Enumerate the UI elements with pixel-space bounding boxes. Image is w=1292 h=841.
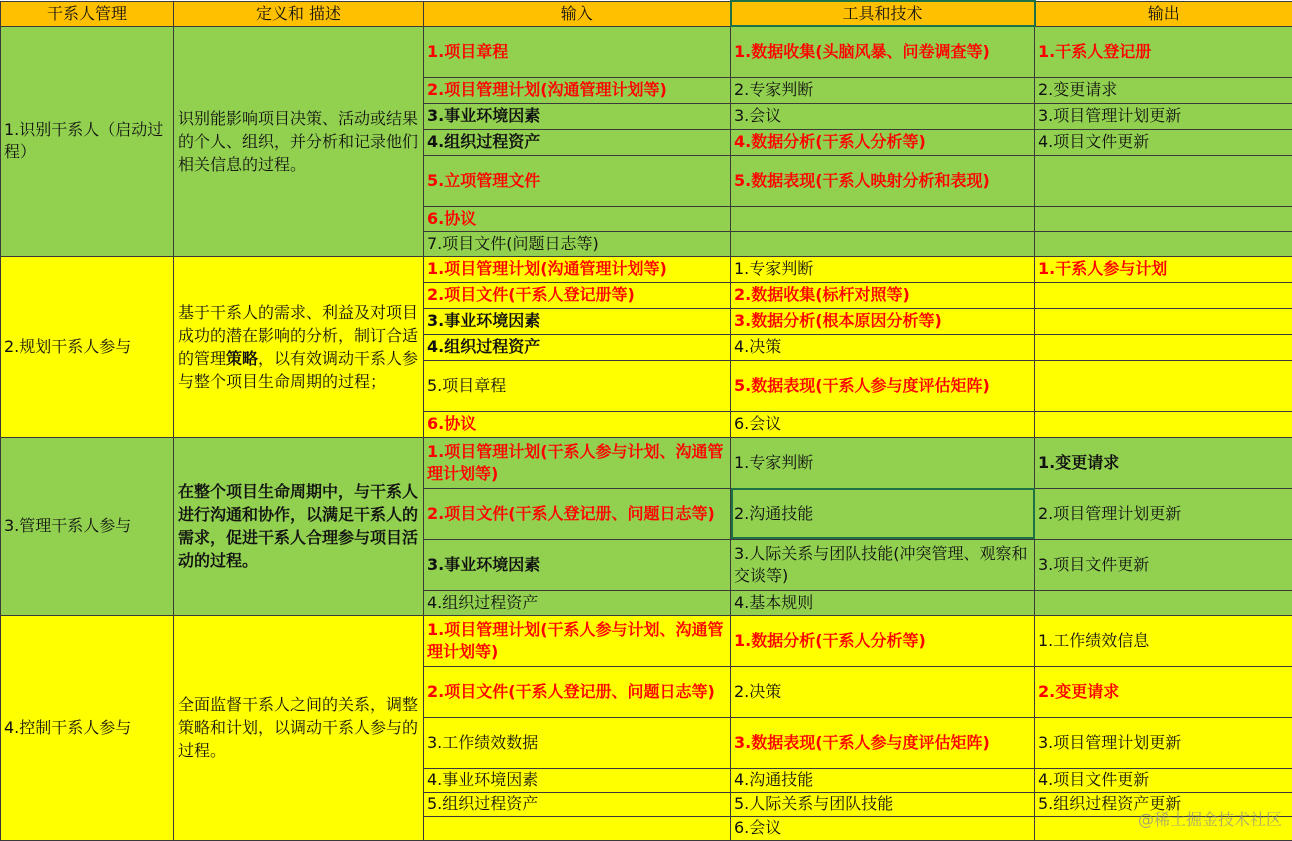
- table-row: [1, 26, 1292, 77]
- tool-cell[interactable]: 3.数据表现(干系人参与度评估矩阵): [731, 717, 1035, 768]
- output-cell[interactable]: 2.变更请求: [1035, 666, 1292, 717]
- input-cell[interactable]: 4.事业环境因素: [424, 768, 731, 792]
- input-cell[interactable]: 3.事业环境因素: [424, 103, 731, 129]
- tool-cell[interactable]: [731, 206, 1035, 231]
- input-cell[interactable]: 6.协议: [424, 206, 731, 231]
- header-output[interactable]: 输出: [1035, 1, 1292, 26]
- tool-cell[interactable]: 3.人际关系与团队技能(冲突管理、观察和交谈等): [731, 539, 1035, 590]
- input-cell[interactable]: 2.项目管理计划(沟通管理计划等): [424, 77, 731, 103]
- output-cell[interactable]: 4.项目文件更新: [1035, 768, 1292, 792]
- tool-cell[interactable]: 2.沟通技能: [731, 488, 1035, 539]
- table-row: [1, 615, 1292, 666]
- process-name[interactable]: 3.管理干系人参与: [1, 437, 174, 615]
- input-cell[interactable]: 4.组织过程资产: [424, 334, 731, 360]
- output-cell[interactable]: 3.项目文件更新: [1035, 539, 1292, 590]
- tool-cell[interactable]: 1.数据分析(干系人分析等): [731, 615, 1035, 666]
- output-cell[interactable]: 3.项目管理计划更新: [1035, 103, 1292, 129]
- output-cell[interactable]: [1035, 360, 1292, 411]
- tool-cell[interactable]: 6.会议: [731, 816, 1035, 840]
- header-process[interactable]: 干系人管理: [1, 1, 174, 26]
- input-cell[interactable]: 2.项目文件(干系人登记册等): [424, 282, 731, 308]
- input-cell[interactable]: 7.项目文件(问题日志等): [424, 231, 731, 256]
- output-cell[interactable]: 1.变更请求: [1035, 437, 1292, 488]
- description-text: ，以有效调动干系人参与整个项目生命周期的过程；: [178, 349, 418, 391]
- output-cell[interactable]: [1035, 206, 1292, 231]
- process-description[interactable]: 在整个项目生命周期中，与干系人进行沟通和协作，以满足干系人的需求，促进干系人合理参与项目活动的过程。: [174, 437, 424, 615]
- output-cell[interactable]: 1.工作绩效信息: [1035, 615, 1292, 666]
- input-cell[interactable]: 2.项目文件(干系人登记册、问题日志等): [424, 666, 731, 717]
- process-description[interactable]: 全面监督干系人之间的关系，调整策略和计划，以调动干系人参与的过程。: [174, 615, 424, 840]
- input-cell[interactable]: 4.组织过程资产: [424, 590, 731, 615]
- output-cell[interactable]: [1035, 282, 1292, 308]
- input-cell[interactable]: 1.项目管理计划(沟通管理计划等): [424, 256, 731, 282]
- output-cell[interactable]: [1035, 334, 1292, 360]
- output-cell[interactable]: 2.项目管理计划更新: [1035, 488, 1292, 539]
- process-name[interactable]: 2.规划干系人参与: [1, 256, 174, 437]
- input-cell[interactable]: 2.项目文件(干系人登记册、问题日志等): [424, 488, 731, 539]
- tool-cell[interactable]: 3.数据分析(根本原因分析等): [731, 308, 1035, 334]
- output-cell[interactable]: [1035, 590, 1292, 615]
- input-cell[interactable]: 5.立项管理文件: [424, 155, 731, 206]
- input-cell[interactable]: 3.工作绩效数据: [424, 717, 731, 768]
- description-text: 基于干系人的需求、利益及对项目成功的潜在影响的分析，制订合适的管理: [178, 303, 418, 368]
- tool-cell[interactable]: 4.数据分析(干系人分析等): [731, 129, 1035, 155]
- tool-cell[interactable]: 4.基本规则: [731, 590, 1035, 615]
- watermark: @稀土掘金技术社区: [1138, 807, 1282, 830]
- output-cell[interactable]: 1.干系人参与计划: [1035, 256, 1292, 282]
- input-cell[interactable]: 5.组织过程资产: [424, 792, 731, 816]
- output-cell[interactable]: [1035, 231, 1292, 256]
- process-description[interactable]: 识别能影响项目决策、活动或结果的个人、组织，并分析和记录他们相关信息的过程。: [174, 26, 424, 256]
- output-cell[interactable]: 2.变更请求: [1035, 77, 1292, 103]
- description-emphasis: 策略: [226, 349, 258, 368]
- input-cell[interactable]: 6.协议: [424, 411, 731, 437]
- tool-cell[interactable]: 1.专家判断: [731, 437, 1035, 488]
- process-name[interactable]: 1.识别干系人（启动过程）: [1, 26, 174, 256]
- input-cell[interactable]: 1.项目管理计划(干系人参与计划、沟通管理计划等): [424, 615, 731, 666]
- tool-cell[interactable]: 6.会议: [731, 411, 1035, 437]
- tool-cell[interactable]: 4.决策: [731, 334, 1035, 360]
- output-cell[interactable]: [1035, 411, 1292, 437]
- input-cell[interactable]: 3.事业环境因素: [424, 308, 731, 334]
- tool-cell[interactable]: 5.数据表现(干系人参与度评估矩阵): [731, 360, 1035, 411]
- output-cell[interactable]: [1035, 155, 1292, 206]
- header-definition[interactable]: 定义和 描述: [174, 1, 424, 26]
- process-name[interactable]: 4.控制干系人参与: [1, 615, 174, 840]
- input-cell[interactable]: [424, 816, 731, 840]
- tool-cell[interactable]: 4.沟通技能: [731, 768, 1035, 792]
- tool-cell[interactable]: 1.专家判断: [731, 256, 1035, 282]
- table-row: [1, 256, 1292, 282]
- process-description[interactable]: [174, 256, 424, 437]
- tool-cell[interactable]: 3.会议: [731, 103, 1035, 129]
- output-cell[interactable]: 5.组织过程资产更新: [1035, 792, 1292, 816]
- output-cell[interactable]: 3.项目管理计划更新: [1035, 717, 1292, 768]
- header-row: [1, 1, 1292, 26]
- output-cell[interactable]: [1035, 308, 1292, 334]
- tool-cell[interactable]: 5.人际关系与团队技能: [731, 792, 1035, 816]
- input-cell[interactable]: 1.项目管理计划(干系人参与计划、沟通管理计划等): [424, 437, 731, 488]
- tool-cell[interactable]: 2.数据收集(标杆对照等): [731, 282, 1035, 308]
- tool-cell[interactable]: 2.决策: [731, 666, 1035, 717]
- output-cell[interactable]: 1.干系人登记册: [1035, 26, 1292, 77]
- input-cell[interactable]: 1.项目章程: [424, 26, 731, 77]
- header-tools[interactable]: 工具和技术: [731, 1, 1035, 26]
- table-row: [1, 437, 1292, 488]
- input-cell[interactable]: 4.组织过程资产: [424, 129, 731, 155]
- tool-cell[interactable]: 2.专家判断: [731, 77, 1035, 103]
- header-input[interactable]: 输入: [424, 1, 731, 26]
- input-cell[interactable]: 5.项目章程: [424, 360, 731, 411]
- input-cell[interactable]: 3.事业环境因素: [424, 539, 731, 590]
- tool-cell[interactable]: [731, 231, 1035, 256]
- tool-cell[interactable]: 1.数据收集(头脑风暴、问卷调查等): [731, 26, 1035, 77]
- output-cell[interactable]: 4.项目文件更新: [1035, 129, 1292, 155]
- tool-cell[interactable]: 5.数据表现(干系人映射分析和表现): [731, 155, 1035, 206]
